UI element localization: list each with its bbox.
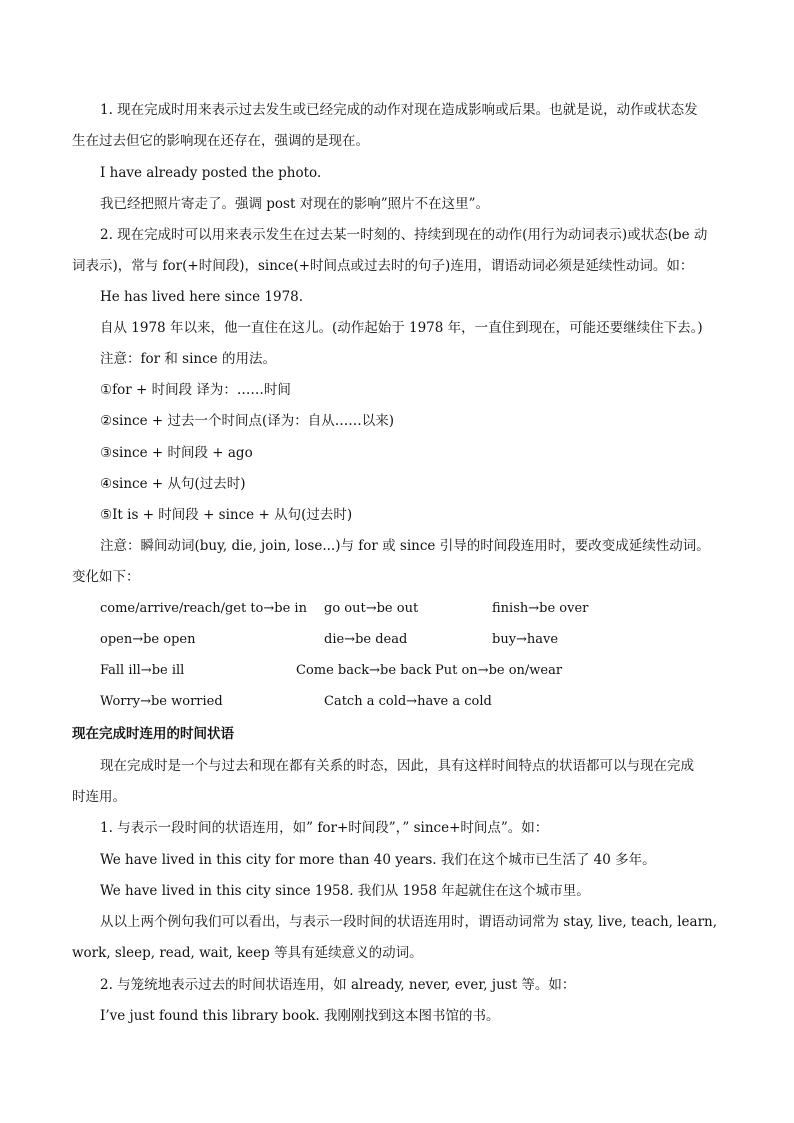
rule-5: ⑤It is + 时间段 + since + 从句(过去时) xyxy=(100,507,353,523)
paragraph-1-line-1: 1. 现在完成时用来表示过去发生或已经完成的动作对现在造成影响或后果。也就是说，动作或状态发 xyxy=(100,102,698,118)
section-example-1: We have lived in this city for more than 40 years. 我们在这个城市已生活了 40 多年。 xyxy=(100,852,656,868)
section-example-3: I’ve just found this library book. 我刚刚找到这本图书馆的书。 xyxy=(100,1008,500,1024)
section-point-1: 1. 与表示一段时间的状语连用，如” for+时间段”，” since+时间点”。如： xyxy=(100,820,549,836)
paragraph-2-line-1: 2. 现在完成时可以用来表示发生在过去某一时刻的、持续到现在的动作(用行为动词表示)或状态(be 动 xyxy=(100,227,708,243)
table-cell: Put on→be on/wear xyxy=(435,663,563,678)
section-note-line-2: work, sleep, read, wait, keep 等具有延续意义的动词。 xyxy=(72,945,423,961)
table-cell: die→be dead xyxy=(324,632,408,647)
table-cell: go out→be out xyxy=(324,601,419,616)
rule-4: ④since + 从句(过去时) xyxy=(100,476,246,492)
table-cell: Come back→be back xyxy=(296,663,432,678)
section-point-2: 2. 与笼统地表示过去的时间状语连用，如 already, never, ever, just 等。如： xyxy=(100,977,576,993)
rule-2: ②since + 过去一个时间点(译为：自从……以来) xyxy=(100,413,395,429)
example-1-chinese: 我已经把照片寄走了。强调 post 对现在的影响”照片不在这里”。 xyxy=(100,196,490,212)
section-note-line-1: 从以上两个例句我们可以看出，与表示一段时间的状语连用时，谓语动词常为 stay, live, teach, learn, xyxy=(100,914,718,930)
section-example-2: We have lived in this city since 1958. 我们从 1958 年起就住在这个城市里。 xyxy=(100,883,590,899)
section-intro-line-2: 时连用。 xyxy=(72,789,126,805)
example-2-english: He has lived here since 1978. xyxy=(100,289,304,305)
section-intro-line-1: 现在完成时是一个与过去和现在都有关系的时态，因此，具有这样时间特点的状语都可以与现在完成 xyxy=(100,758,694,774)
table-cell: Fall ill→be ill xyxy=(100,663,185,678)
section-heading: 现在完成时连用的时间状语 xyxy=(72,726,234,742)
table-cell: Worry→be worried xyxy=(100,694,223,709)
paragraph-1-line-2: 生在过去但它的影响现在还存在，强调的是现在。 xyxy=(72,133,369,149)
note-title: 注意：for 和 since 的用法。 xyxy=(100,351,276,367)
table-cell: buy→have xyxy=(492,632,559,647)
rule-1: ①for + 时间段 译为：……时间 xyxy=(100,382,291,398)
example-1-english: I have already posted the photo. xyxy=(100,165,322,181)
note-2-line-1: 注意：瞬间动词(buy, die, join, lose...)与 for 或 since 引导的时间段连用时，要改变成延续性动词。 xyxy=(100,538,710,554)
example-2-chinese: 自从 1978 年以来，他一直住在这儿。(动作起始于 1978 年，一直住到现在，可能还要继续住下去。) xyxy=(100,320,703,336)
table-cell: come/arrive/reach/get to→be in xyxy=(100,601,307,616)
table-cell: open→be open xyxy=(100,632,196,647)
note-2-line-2: 变化如下： xyxy=(72,569,140,585)
rule-3: ③since + 时间段 + ago xyxy=(100,445,253,461)
table-cell: Catch a cold→have a cold xyxy=(324,694,492,709)
table-cell: finish→be over xyxy=(492,601,589,616)
paragraph-2-line-2: 词表示)，常与 for(+时间段)，since(+时间点或过去时的句子)连用，谓语动词必须是延续性动词。如： xyxy=(72,258,694,274)
